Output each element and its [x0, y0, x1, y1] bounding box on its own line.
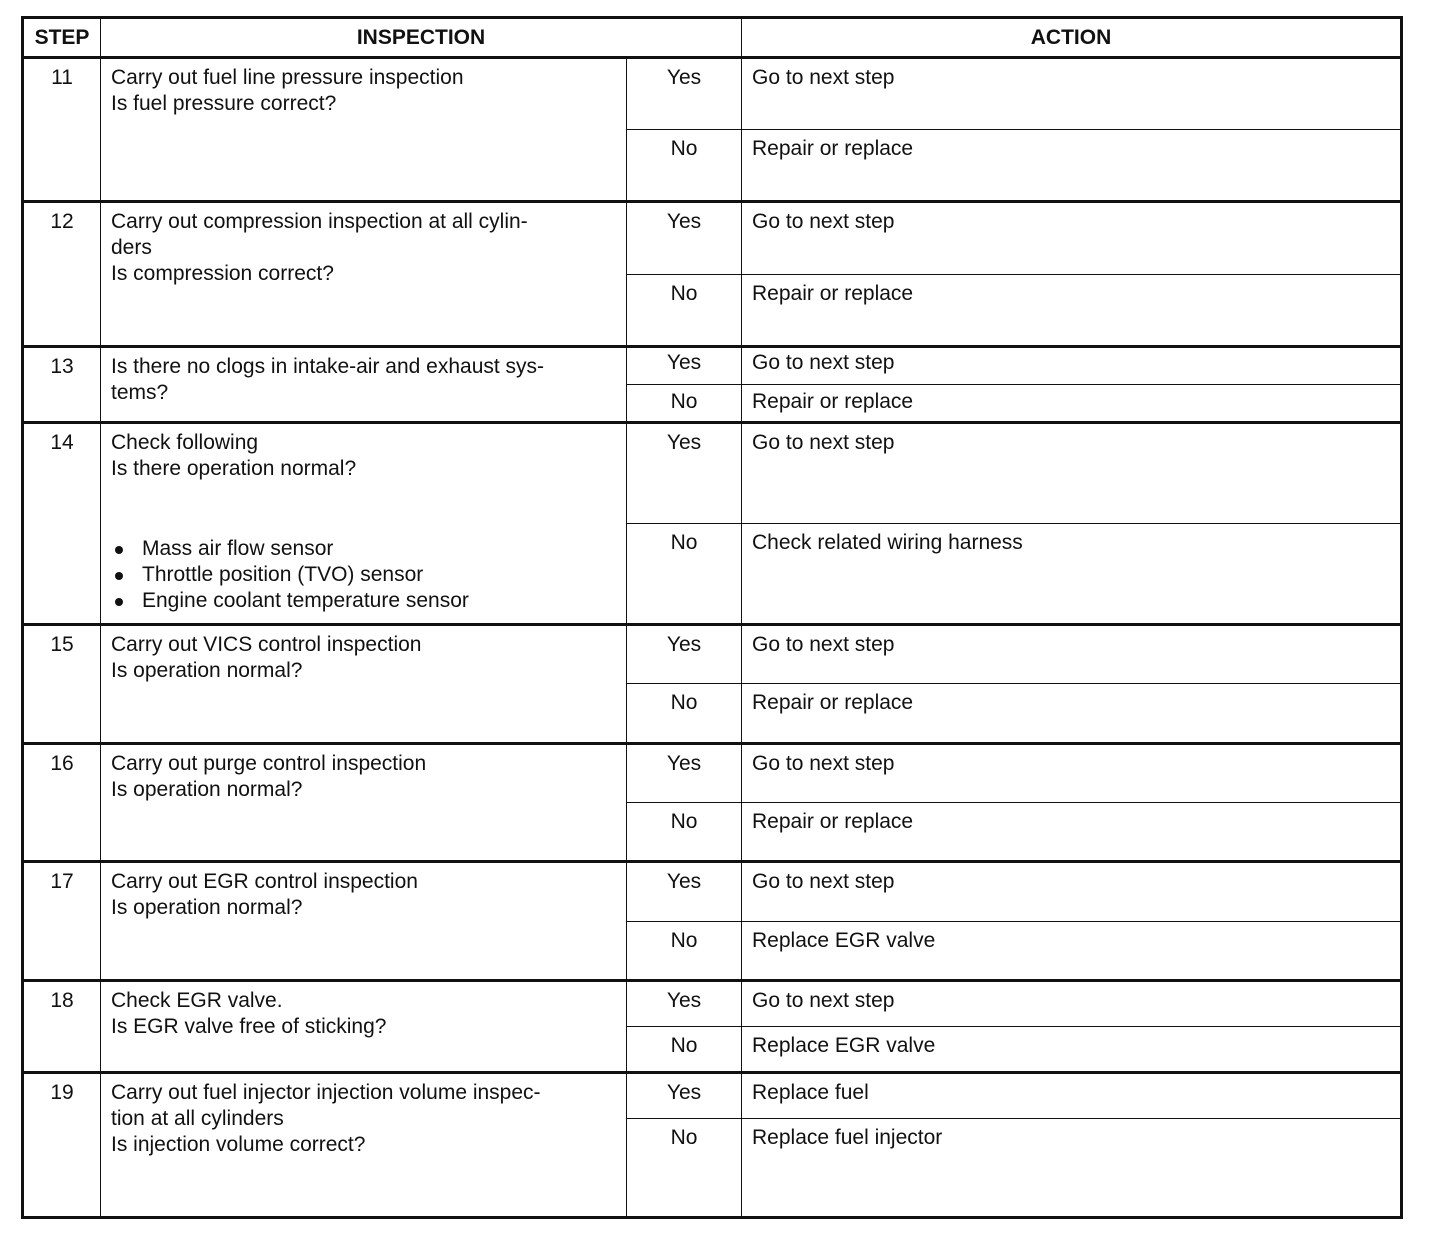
action-header: ACTION [742, 18, 1402, 58]
yes-label: Yes [627, 980, 742, 1026]
inspection-text [101, 423, 627, 625]
step-number: 11 [23, 58, 101, 202]
step-number: 14 [23, 423, 101, 625]
step-number: 16 [23, 743, 101, 861]
step-number: 18 [23, 980, 101, 1072]
inspection-line: Is operation normal? [111, 659, 303, 683]
yes-action: Go to next step [742, 861, 1402, 921]
step-number: 17 [23, 861, 101, 980]
yes-action: Go to next step [742, 347, 1402, 385]
inspection-line: tems? [111, 381, 169, 405]
yes-label: Yes [627, 861, 742, 921]
inspection-line: Carry out EGR control inspection [111, 869, 418, 893]
table-row [23, 202, 1402, 275]
inspection-text [101, 625, 627, 743]
yes-label: Yes [627, 423, 742, 524]
step-header: STEP [23, 18, 101, 58]
no-action: Repair or replace [742, 275, 1402, 347]
no-label: No [627, 684, 742, 743]
bullet-item: Mass air flow sensor [111, 536, 616, 562]
inspection-text [101, 861, 627, 980]
inspection-line: Check EGR valve. [111, 988, 283, 1012]
yes-action: Go to next step [742, 743, 1402, 802]
inspection-line: Is there no clogs in intake-air and exhaust sys- [111, 355, 545, 379]
inspection-line: Carry out purge control inspection [111, 751, 427, 775]
no-action: Repair or replace [742, 802, 1402, 861]
table-row [23, 58, 1402, 130]
table-row [23, 980, 1402, 1026]
inspection-line: Carry out compression inspection at all cylin- [111, 210, 528, 234]
yes-action: Go to next step [742, 202, 1402, 275]
inspection-line: Check following [111, 431, 259, 455]
no-action: Replace EGR valve [742, 921, 1402, 980]
bullet-item: Engine coolant temperature sensor [111, 588, 616, 614]
inspection-line: Is there operation normal? [111, 457, 357, 481]
no-label: No [627, 921, 742, 980]
no-label: No [627, 1026, 742, 1072]
table-row [23, 861, 1402, 921]
no-label: No [627, 524, 742, 625]
no-label: No [627, 1118, 742, 1217]
inspection-line: Carry out VICS control inspection [111, 633, 422, 657]
yes-action: Replace fuel [742, 1072, 1402, 1118]
inspection-line: Is operation normal? [111, 895, 303, 919]
inspection-header: INSPECTION [101, 18, 742, 58]
bullet-item: Throttle position (TVO) sensor [111, 562, 616, 588]
table-row [23, 423, 1402, 524]
step-number: 19 [23, 1072, 101, 1217]
inspection-text [101, 347, 627, 423]
sensor-list [111, 536, 616, 614]
no-label: No [627, 802, 742, 861]
no-action: Repair or replace [742, 130, 1402, 202]
yes-action: Go to next step [742, 423, 1402, 524]
step-number: 13 [23, 347, 101, 423]
inspection-line: Is compression correct? [111, 262, 334, 286]
inspection-text [101, 58, 627, 202]
inspection-line: Is EGR valve free of sticking? [111, 1014, 387, 1038]
inspection-line: tion at all cylinders [111, 1106, 284, 1130]
inspection-line: Carry out fuel line pressure inspection [111, 66, 464, 90]
no-action: Repair or replace [742, 684, 1402, 743]
no-action: Repair or replace [742, 385, 1402, 423]
no-action: Replace EGR valve [742, 1026, 1402, 1072]
no-label: No [627, 130, 742, 202]
yes-label: Yes [627, 1072, 742, 1118]
inspection-line: Is injection volume correct? [111, 1132, 366, 1156]
yes-label: Yes [627, 743, 742, 802]
yes-label: Yes [627, 347, 742, 385]
yes-action: Go to next step [742, 58, 1402, 130]
header-row [23, 18, 1402, 58]
inspection-line: Carry out fuel injector injection volume inspec- [111, 1080, 541, 1104]
inspection-table [21, 16, 1403, 1219]
inspection-text [101, 202, 627, 347]
yes-action: Go to next step [742, 980, 1402, 1026]
table-row [23, 743, 1402, 802]
table-row [23, 347, 1402, 385]
no-label: No [627, 385, 742, 423]
yes-label: Yes [627, 202, 742, 275]
inspection-text [101, 743, 627, 861]
yes-action: Go to next step [742, 625, 1402, 684]
inspection-text [101, 1072, 627, 1217]
step-number: 12 [23, 202, 101, 347]
inspection-line: Is fuel pressure correct? [111, 92, 337, 116]
no-action: Replace fuel injector [742, 1118, 1402, 1217]
no-label: No [627, 275, 742, 347]
inspection-line: Is operation normal? [111, 777, 303, 801]
yes-label: Yes [627, 58, 742, 130]
inspection-line: ders [111, 236, 152, 260]
step-number: 15 [23, 625, 101, 743]
inspection-text [101, 980, 627, 1072]
yes-label: Yes [627, 625, 742, 684]
table-row [23, 1072, 1402, 1118]
no-action: Check related wiring harness [742, 524, 1402, 625]
table-row [23, 625, 1402, 684]
